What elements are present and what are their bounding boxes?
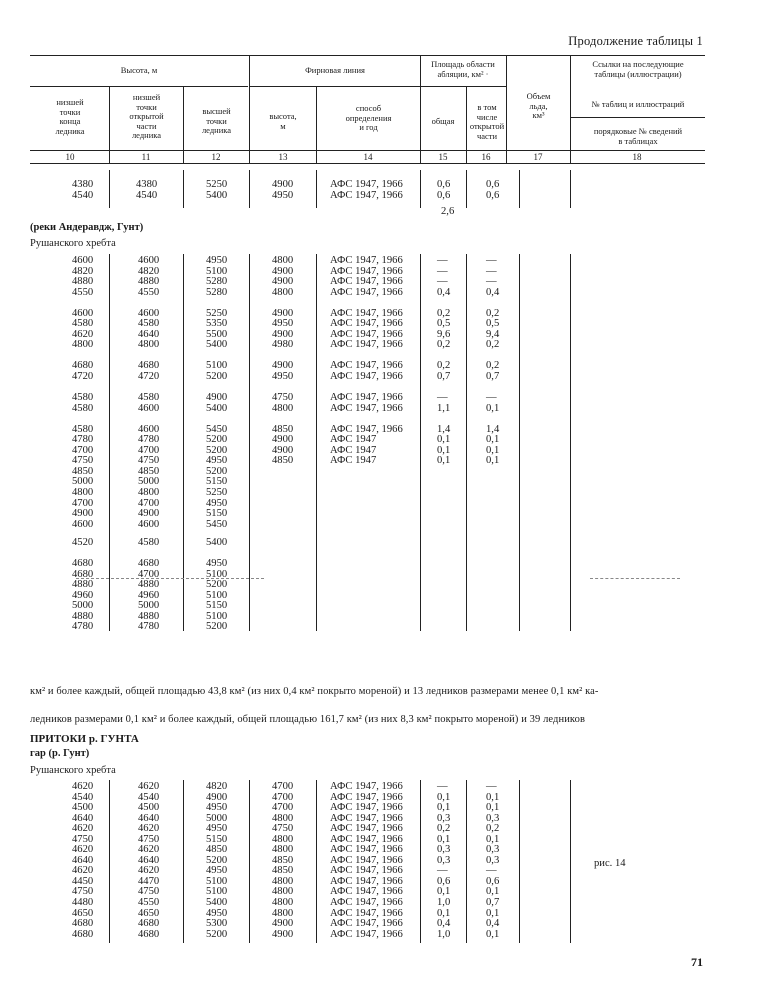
header-mid-rule bbox=[30, 150, 705, 151]
block3-col16: — 0,1 0,1 0,3 0,2 0,1 0,3 0,3 — 0,6 0,1 0,7 0,1 0,4 0,1 bbox=[486, 781, 500, 940]
block1-col16: 0,6 0,6 bbox=[486, 179, 500, 201]
header-height-group: Высота, м bbox=[120, 65, 158, 75]
block2-lone-col10: 4520 bbox=[72, 537, 94, 548]
header-firn-height: высота, м bbox=[269, 111, 297, 131]
col-number-12: 12 bbox=[211, 152, 221, 162]
col-rule bbox=[519, 170, 520, 208]
header-ablation-open: в том числе открытой части bbox=[469, 102, 505, 141]
block2-col14: АФС 1947, 1966 АФС 1947, 1966 АФС 1947, 1966 АФС 1947, 1966 АФС 1947, 1966 АФС 1947, 1966 АФС 1947, 1966 АФС 1947, 1966 АФС 1947, 1966 АФС 1947, 1966 АФС 1947, 1966 АФС 1947, 1966 АФС 1947, 1966 АФС 1947 АФС 1947 АФС 1947 bbox=[330, 255, 403, 467]
col-rule bbox=[466, 170, 467, 208]
col-rule bbox=[570, 780, 571, 943]
block2-tail-col10: 4680 4680 4880 4960 5000 4880 4780 bbox=[72, 558, 94, 633]
page-title: Продолжение таблицы 1 bbox=[568, 34, 703, 48]
col-rule bbox=[519, 254, 520, 631]
col-number-17: 17 bbox=[533, 152, 543, 162]
header-ice-volume: Объем льда, км³ bbox=[526, 91, 551, 120]
col-rule bbox=[519, 780, 520, 943]
header-highest: высшей точки ледника bbox=[201, 106, 232, 135]
block3-col10: 4620 4540 4500 4640 4620 4750 4620 4640 4620 4450 4750 4480 4650 4680 4680 bbox=[72, 781, 94, 940]
section-subtitle-ridge: Рушанского хребта bbox=[30, 238, 116, 249]
block2-col15: — — — 0,4 0,2 0,5 9,6 0,2 0,2 0,7 — 1,1 1,4 0,1 0,1 0,1 bbox=[437, 255, 451, 467]
block2-col16: — — — 0,4 0,2 0,5 9,4 0,2 0,2 0,7 — 0,1 1,4 0,1 0,1 0,1 bbox=[486, 255, 500, 467]
block3-col14: АФС 1947, 1966 АФС 1947, 1966 АФС 1947, 1966 АФС 1947, 1966 АФС 1947, 1966 АФС 1947, 1966 АФС 1947, 1966 АФС 1947, 1966 АФС 1947, 1966 АФС 1947, 1966 АФС 1947, 1966 АФС 1947, 1966 АФС 1947, 1966 АФС 1947, 1966 АФС 1947, 1966 bbox=[330, 781, 403, 940]
block2-col13: 4800 4900 4900 4800 4900 4950 4900 4980 4900 4950 4750 4800 4850 4900 4900 4850 bbox=[272, 255, 294, 467]
col-rule bbox=[316, 780, 317, 943]
section-title-rivers: (реки Андеравдж, Гунт) bbox=[30, 222, 144, 233]
block1-col10: 4380 4540 bbox=[72, 179, 94, 201]
block3-col11: 4620 4540 4500 4640 4620 4750 4620 4640 4620 4470 4750 4550 4650 4680 4680 bbox=[138, 781, 160, 940]
col-rule bbox=[570, 170, 571, 208]
header-refs-tables: № таблиц и иллюстраций bbox=[591, 99, 685, 109]
block2-tail-col11: 4680 4700 4880 4960 5000 4880 4780 bbox=[138, 558, 160, 633]
col-rule bbox=[249, 170, 250, 208]
col-rule bbox=[109, 170, 110, 208]
block1-col13: 4900 4950 bbox=[272, 179, 294, 201]
col-rule bbox=[420, 780, 421, 943]
col-number-16: 16 bbox=[481, 152, 491, 162]
block1-col15: 0,6 0,6 bbox=[437, 179, 451, 201]
block2-lone-col12: 5400 bbox=[206, 537, 228, 548]
col-rule bbox=[249, 780, 250, 943]
col-rule bbox=[466, 254, 467, 631]
col-rule bbox=[420, 254, 421, 631]
col-rule bbox=[249, 254, 250, 631]
col-number-14: 14 bbox=[363, 152, 373, 162]
block3-col15: — 0,1 0,1 0,3 0,2 0,1 0,3 0,3 — 0,6 0,1 1,0 0,1 0,4 1,0 bbox=[437, 781, 451, 940]
col-rule bbox=[420, 170, 421, 208]
header-refs-group: Ссылки на последующие таблицы (иллюстрации) bbox=[592, 59, 684, 79]
page-number: 71 bbox=[691, 955, 703, 969]
height-group-rule bbox=[30, 86, 248, 87]
col-number-18: 18 bbox=[632, 152, 642, 162]
col-number-13: 13 bbox=[278, 152, 288, 162]
col-number-10: 10 bbox=[65, 152, 75, 162]
col-number-15: 15 bbox=[438, 152, 448, 162]
block2-col12: 4950 5100 5280 5280 5250 5350 5500 5400 5100 5200 4900 5400 5450 5200 5200 4950 5200 5150 5250 4950 5150 5450 bbox=[206, 255, 228, 530]
block2-lone-col11: 4580 bbox=[138, 537, 160, 548]
header-top-rule bbox=[30, 55, 705, 56]
col-number-11: 11 bbox=[141, 152, 151, 162]
header-refs-numbers: порядковые № сведений в таблицах bbox=[593, 126, 683, 146]
header-firn-method: способ определения и год bbox=[345, 103, 392, 132]
header-lowest-open: низшей точки открытой части ледника bbox=[129, 92, 164, 140]
section-title-tributaries: ПРИТОКИ р. ГУНТА bbox=[30, 733, 139, 745]
section-subtitle-ridge-2: Рушанского хребта bbox=[30, 765, 116, 776]
block3-col12: 4820 4900 4950 5000 4950 5150 4850 5200 4950 5100 5100 5400 4950 5300 5200 bbox=[206, 781, 228, 940]
col-rule bbox=[183, 780, 184, 943]
block3-col13: 4700 4700 4700 4800 4750 4800 4800 4850 4850 4800 4800 4800 4800 4900 4900 bbox=[272, 781, 294, 940]
block1-col14: АФС 1947, 1966 АФС 1947, 1966 bbox=[330, 179, 403, 201]
header-lowest-end: низшей точки конца ледника bbox=[55, 97, 85, 136]
summary-line-2: ледников размерами 0,1 км² и более каждый, общей площадью 161,7 км² (из них 8,3 км² покрыто мореной) и 39 ледников bbox=[30, 714, 586, 725]
summary-line-1: км² и более каждый, общей площадью 43,8 км² (из них 0,4 км² покрыто мореной) и 13 ледников размерами менее 0,1 км² ка- bbox=[30, 686, 599, 697]
col-rule bbox=[316, 254, 317, 631]
faint-dashed-rule bbox=[76, 578, 264, 579]
ablation-group-rule bbox=[420, 86, 506, 87]
col-rule bbox=[316, 170, 317, 208]
col-rule bbox=[183, 170, 184, 208]
block2-tail-col12: 4950 5100 5200 5100 5150 5100 5200 bbox=[206, 558, 228, 633]
col-rule bbox=[109, 780, 110, 943]
block1-col12: 5250 5400 bbox=[206, 179, 228, 201]
header-ablation-total: общая bbox=[431, 116, 455, 126]
header-firn-group: Фирновая линия bbox=[305, 65, 365, 75]
block1-total: 2,6 bbox=[441, 206, 455, 217]
col-rule bbox=[570, 254, 571, 631]
section-subtitle-gunt: гар (р. Гунт) bbox=[30, 748, 90, 759]
col-rule bbox=[109, 254, 110, 631]
header-ablation-group: Площадь области абляции, км² · bbox=[431, 59, 495, 79]
figure-reference: рис. 14 bbox=[594, 858, 626, 869]
refs-group-rule bbox=[570, 117, 705, 118]
block1-col11: 4380 4540 bbox=[136, 179, 158, 201]
block2-col11: 4600 4820 4880 4550 4600 4580 4640 4800 4680 4720 4580 4600 4600 4780 4700 4750 4850 5000 4800 4700 4900 4600 bbox=[138, 255, 160, 530]
faint-dashed-rule bbox=[590, 578, 680, 579]
col-rule bbox=[466, 780, 467, 943]
col-rule bbox=[183, 254, 184, 631]
header-bottom-rule bbox=[30, 163, 705, 164]
firn-group-rule bbox=[250, 86, 420, 87]
block2-col10: 4600 4820 4880 4550 4600 4580 4620 4800 4680 4720 4580 4580 4580 4780 4700 4750 4850 5000 4800 4700 4900 4600 bbox=[72, 255, 94, 530]
